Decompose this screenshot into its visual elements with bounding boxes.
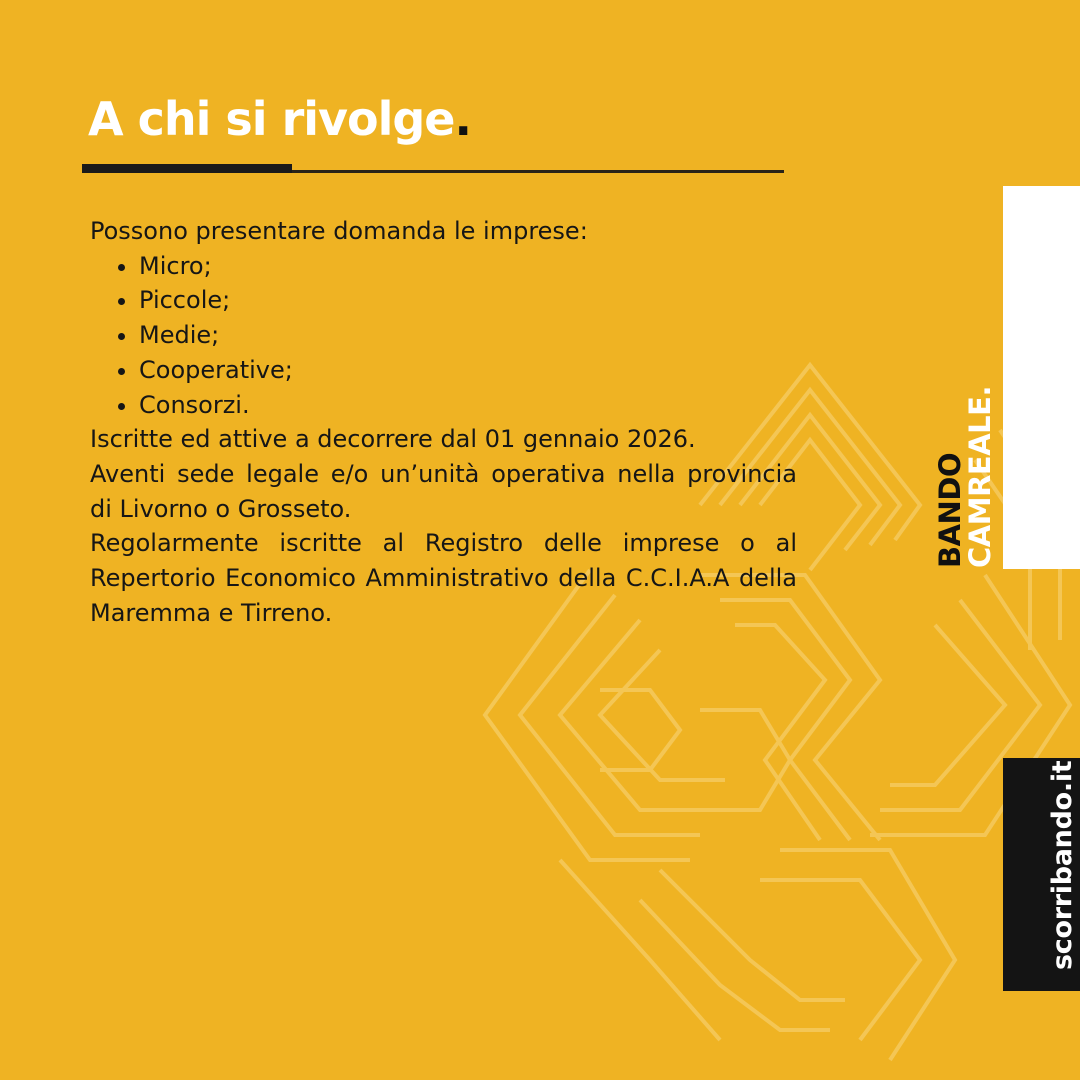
brand-line-1: BANDO — [933, 452, 967, 568]
eligibility-content — [90, 214, 797, 630]
title-text: A chi si rivolge — [88, 92, 455, 146]
page-title — [88, 92, 471, 147]
paragraph-registration-date: Iscritte ed attive a decorrere dal 01 gennaio 2026. — [90, 425, 696, 454]
brand-line-2: CAMREALE. — [963, 386, 997, 568]
business-type-list — [90, 249, 797, 423]
list-item: • Cooperative; — [139, 353, 797, 388]
brand-panel — [1003, 186, 1080, 569]
list-item: • Consorzi. — [139, 388, 797, 423]
title-dot: . — [454, 92, 471, 146]
paragraph-registry: Regolarmente iscritte al Registro delle imprese o al Repertorio Economico Amministrativo della C.C.I.A.A della Maremma e Tirreno. — [90, 529, 797, 627]
paragraph-location: Aventi sede legale e/o un’unità operativa nella provincia di Livorno o Grosseto. — [90, 459, 797, 523]
title-underline-accent — [82, 164, 292, 173]
website-label: scorribando.it — [1047, 760, 1078, 970]
list-item: • Medie; — [139, 318, 797, 353]
brand-logo-text — [935, 386, 995, 568]
list-item: • Micro; — [139, 249, 797, 284]
list-item: • Piccole; — [139, 283, 797, 318]
intro-text: Possono presentare domanda le imprese: — [90, 217, 588, 245]
